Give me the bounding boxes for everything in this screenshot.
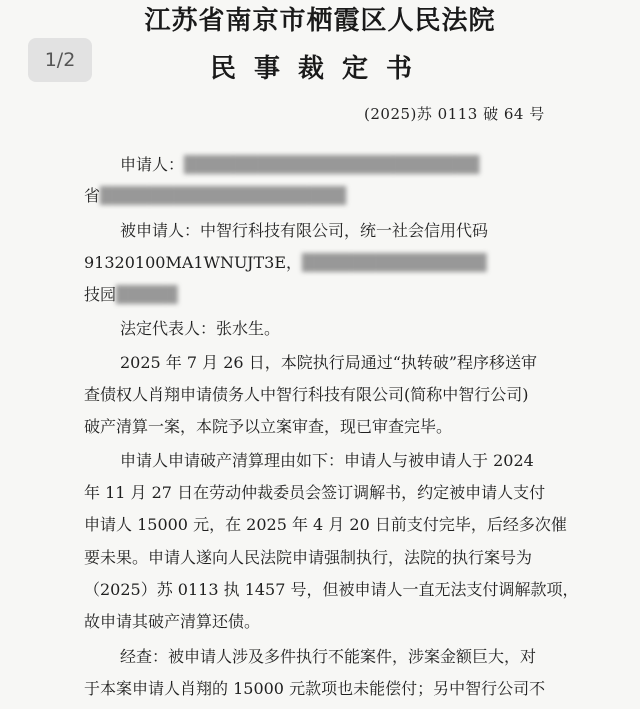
respondent-line-3 (84, 282, 178, 305)
applicant-label: 申请人： (120, 155, 185, 174)
document-title: 民事裁定书 (209, 54, 430, 84)
para2-line: （2025）苏 0113 执 1457 号，但被申请人一直无法支付调解款项， (84, 580, 579, 599)
legal-representative: 法定代表人：张水生。 (120, 319, 281, 338)
applicant-line-1 (120, 152, 479, 175)
page-indicator[interactable]: 1/2 (28, 38, 92, 82)
para1-line: 查债权人肖翔申请债务人中智行科技有限公司(简称中智行公司) (84, 385, 529, 404)
para3-line: 于本案申请人肖翔的 15000 元款项也未能偿付；另中智行公司不 (84, 679, 546, 698)
applicant-line-2 (84, 183, 346, 206)
para2-line: 申请人 15000 元，在 2025 年 4 月 20 日前支付完毕，后经多次催 (84, 515, 567, 534)
respondent-line-1: 被申请人：中智行科技有限公司，统一社会信用代码 (120, 221, 489, 240)
para2-line: 年 11 月 27 日在劳动仲裁委员会签订调解书，约定被申请人支付 (84, 483, 546, 502)
para3-line: 经查：被申请人涉及多件执行不能案件，涉案金额巨大，对 (120, 647, 537, 666)
para1-line: 2025 年 7 月 26 日，本院执行局通过“执转破”程序移送审 (120, 353, 538, 372)
para2-line: 要未果。申请人遂向人民法院申请强制执行，法院的执行案号为 (84, 548, 533, 567)
case-number: (2025)苏 0113 破 64 号 (364, 105, 545, 123)
para2-line: 故申请其破产清算还债。 (84, 612, 261, 631)
redacted-applicant-info: ████████████████████████ (184, 155, 480, 174)
para1-line: 破产清算一案，本院予以立案审查，现已审查完毕。 (84, 417, 453, 436)
court-name: 江苏省南京市栖霞区人民法院 (144, 6, 496, 36)
applicant-line-2-prefix: 省 (84, 186, 101, 205)
redacted-respondent-address-cont: █████ (116, 285, 178, 304)
para2-line: 申请人申请破产清算理由如下：申请人与被申请人于 2024 (120, 451, 534, 470)
redacted-applicant-address: ████████████████████ (100, 186, 347, 205)
respondent-line-3-prefix: 技园 (84, 285, 117, 304)
respondent-line-2 (84, 250, 487, 273)
redacted-respondent-address: ███████████████ (302, 253, 487, 272)
credit-code: 91320100MA1WNUJT3E， (84, 253, 303, 272)
